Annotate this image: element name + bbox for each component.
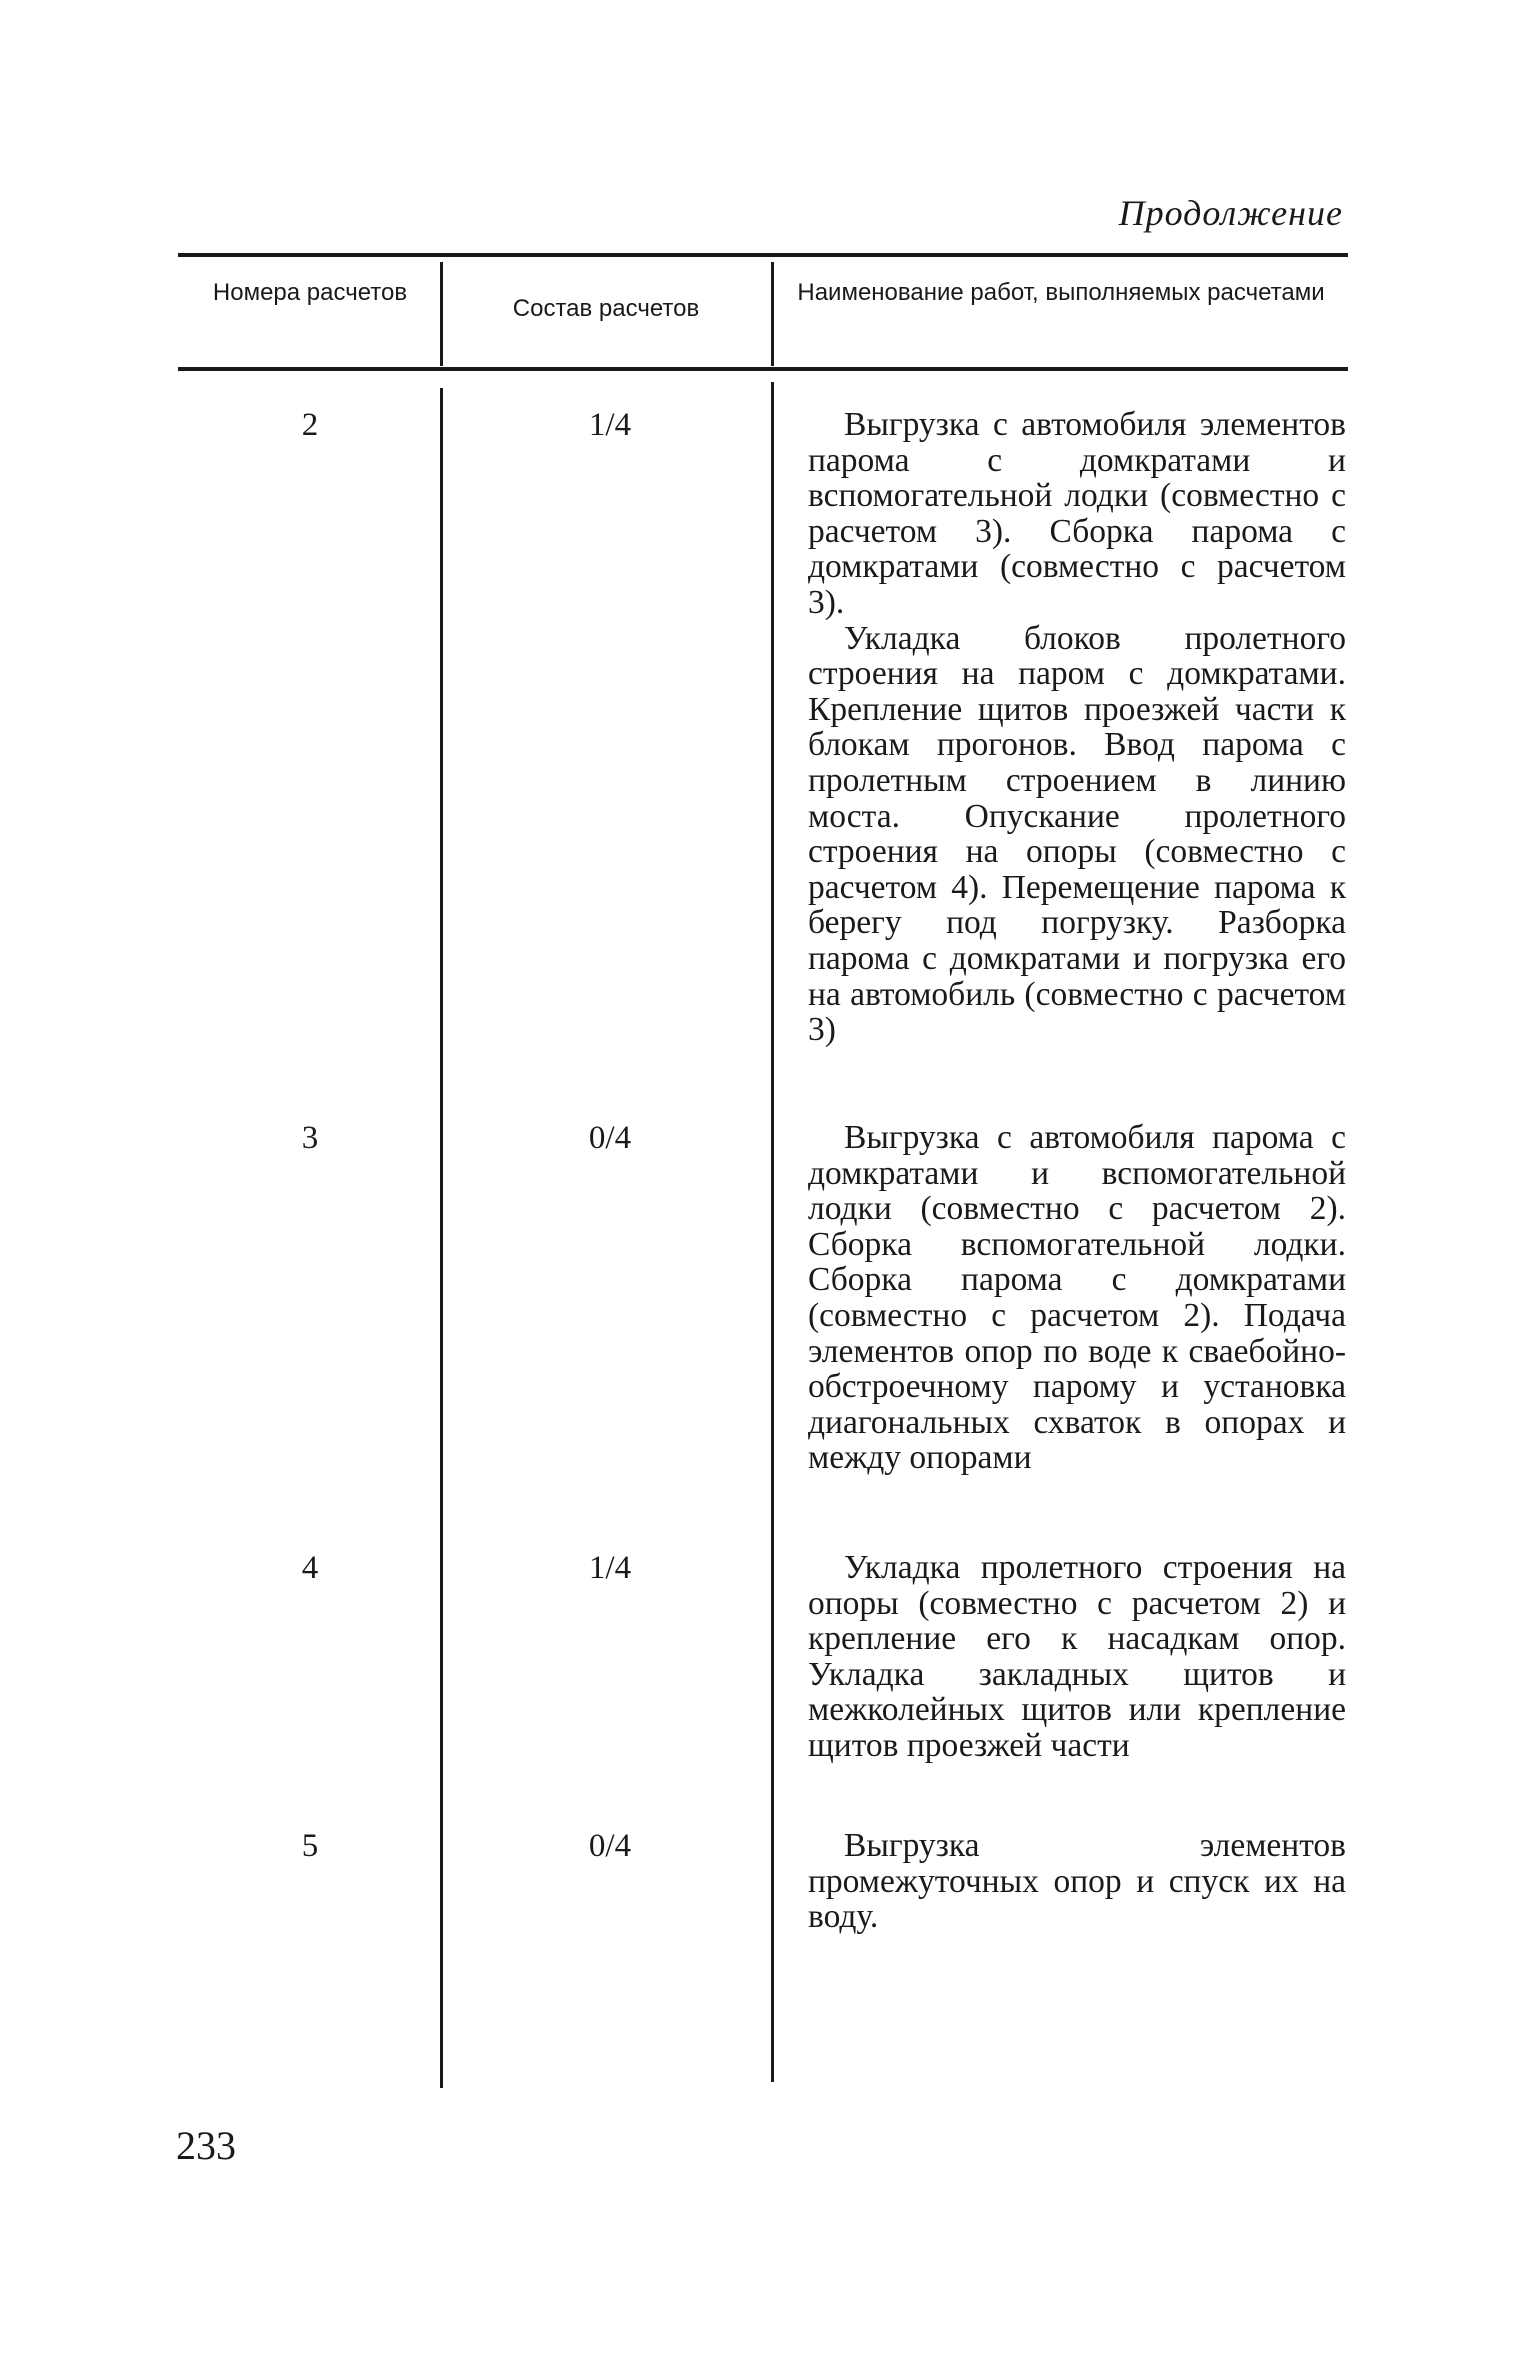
row-description bbox=[808, 1828, 1346, 1935]
header-numbers: Номера расчетов bbox=[212, 279, 408, 306]
table-top-rule bbox=[178, 253, 1348, 257]
description-paragraph: Выгрузка элементов промежуточных опор и спуск их на воду. bbox=[808, 1827, 1346, 1936]
row-description bbox=[808, 407, 1346, 1048]
row-composition: 0/4 bbox=[588, 1828, 632, 1864]
row-composition: 1/4 bbox=[588, 1550, 632, 1586]
row-number: 5 bbox=[301, 1828, 319, 1864]
header-divider-1 bbox=[440, 262, 443, 366]
table-header-rule bbox=[178, 367, 1348, 371]
row-description bbox=[808, 1550, 1346, 1764]
row-composition: 1/4 bbox=[588, 407, 632, 443]
description-paragraph: Выгрузка с автомобиля элементов парома с домкратами и вспомогательной лодки (совместно с расчетом 3). Сборка парома с домкратами (совместно с расчетом 3). bbox=[808, 406, 1346, 621]
header-works: Наименование работ, выполняемых расчетами bbox=[797, 279, 1325, 306]
column-divider-2 bbox=[771, 382, 774, 2082]
continuation-label: Продолжение bbox=[1118, 193, 1343, 233]
column-divider-1 bbox=[440, 388, 443, 2088]
header-composition: Состав расчетов bbox=[512, 295, 700, 322]
description-paragraph: Выгрузка с автомобиля парома с домкратами и вспомогательной лодки (совместно с расчетом 2). Сборка вспомогательной лодки. Сборка парома с домкратами (совместно с расчетом 2). Подача элементов опор по воде к сваебойно-обстроечному парому и установка диагональных схваток в опорах и между опорами bbox=[808, 1119, 1346, 1477]
description-paragraph: Укладка блоков пролетного строения на паром с домкратами. Крепление щитов проезжей части к блокам прогонов. Ввод парома с пролетным строением в линию моста. Опускание пролетного строения на опоры (совместно с расчетом 4). Перемещение парома к берегу под погрузку. Разборка парома с домкратами и погрузка его на автомобиль (совместно с расчетом 3) bbox=[808, 619, 1346, 1049]
row-number: 4 bbox=[301, 1550, 319, 1586]
description-paragraph: Укладка пролетного строения на опоры (совместно с расчетом 2) и крепление его к насадкам опор. Укладка закладных щитов и межколейных щитов или крепление щитов проезжей части bbox=[808, 1549, 1346, 1764]
row-number: 2 bbox=[301, 407, 319, 443]
row-number: 3 bbox=[301, 1120, 319, 1156]
row-description bbox=[808, 1120, 1346, 1476]
header-divider-2 bbox=[771, 262, 774, 366]
page-number: 233 bbox=[176, 2123, 236, 2168]
row-composition: 0/4 bbox=[588, 1120, 632, 1156]
